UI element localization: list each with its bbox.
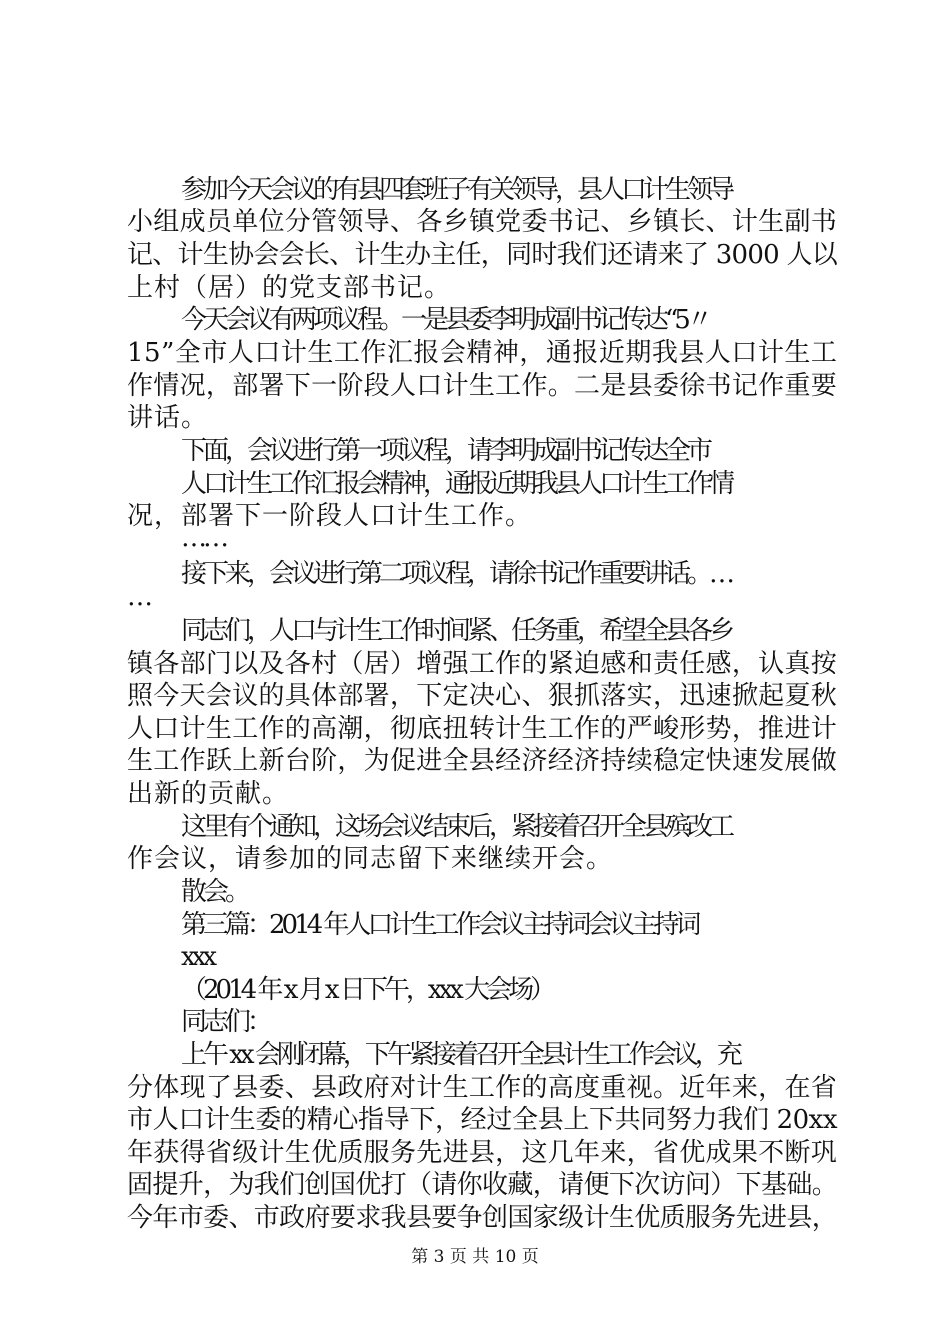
text-line: 小组成员单位分管领导、各乡镇党委书记、乡镇长、计生副书 [127,207,837,237]
text-line: 年获得省级计生优质服务先进县，这几年来，省优成果不断巩 [127,1138,837,1168]
text-line: 况，部署下一阶段人口计生工作。 [127,501,533,531]
text-line: 同志们： [181,1007,270,1037]
text-line: xxx [181,942,213,972]
text-line: 镇各部门以及各村（居）增强工作的紧迫感和责任感，认真按 [127,649,837,679]
text-line: 固提升，为我们创国优打（请你收藏，请便下次访问）下基础。 [127,1170,837,1200]
text-line: 分体现了县委、县政府对计生工作的高度重视。近年来，在省 [127,1073,837,1103]
page-footer: 第 3 页 共 10 页 [411,1247,539,1267]
text-line: 照今天会议的具体部署，下定决心、狠抓落实，迅速掀起夏秋 [127,681,837,711]
text-line: 出新的贡献。 [127,779,290,809]
text-line: 15”全市人口计生工作汇报会精神，通报近期我县人口计生工 [127,338,838,368]
text-line: 散会。 [181,877,248,907]
text-line: 下面，会议进行第一项议程，请李明成副书记传达全市 [181,436,710,466]
text-line: 今年市委、市政府要求我县要争创国家级计生优质服务先进县， [127,1203,837,1233]
text-line: 讲话。 [127,403,209,433]
text-line: 接下来，会议进行第二项议程，请徐书记作重要讲话。… [181,559,732,589]
text-line: 作情况，部署下一阶段人口计生工作。二是县委徐书记作重要 [127,371,837,401]
text-line: 这里有个通知，这场会议结束后，紧接着召开全县殡改工 [181,812,732,842]
text-line: 作会议，请参加的同志留下来继续开会。 [127,844,614,874]
text-line: 记、计生协会会长、计生办主任，同时我们还请来了 3000 人以 [127,240,837,270]
text-line: 上午 xx 会刚闭幕，下午紧接着召开全县计生工作会议，充 [181,1040,739,1070]
text-line: 上村（居）的党支部书记。 [127,273,452,303]
text-line: 同志们，人口与计生工作时间紧、任务重，希望全县各乡 [181,616,732,646]
text-line: 市人口计生委的精心指导下，经过全县上下共同努力我们 20xx [127,1105,837,1135]
text-line: 人口计生工作的高潮，彻底扭转计生工作的严峻形势，推进计 [127,714,837,744]
section-heading: 第三篇：2014 年人口计生工作会议主持词会议主持词 [181,910,698,940]
text-line: 生工作跃上新台阶，为促进全县经济经济持续稳定快速发展做 [127,746,837,776]
text-line: （2014 年 x 月 x 日下午，xxx 大会场） [181,975,553,1005]
text-line: 今天会议有两项议程。一是县委李明成副书记传达“5〃 [181,305,709,335]
text-line: …… [181,523,225,553]
text-line: … [127,582,154,612]
text-line: 人口计生工作汇报会精神，通报近期我县人口计生工作情 [181,469,732,499]
text-line: 参加今天会议的有县四套班子有关领导，县人口计生领导 [181,175,732,205]
